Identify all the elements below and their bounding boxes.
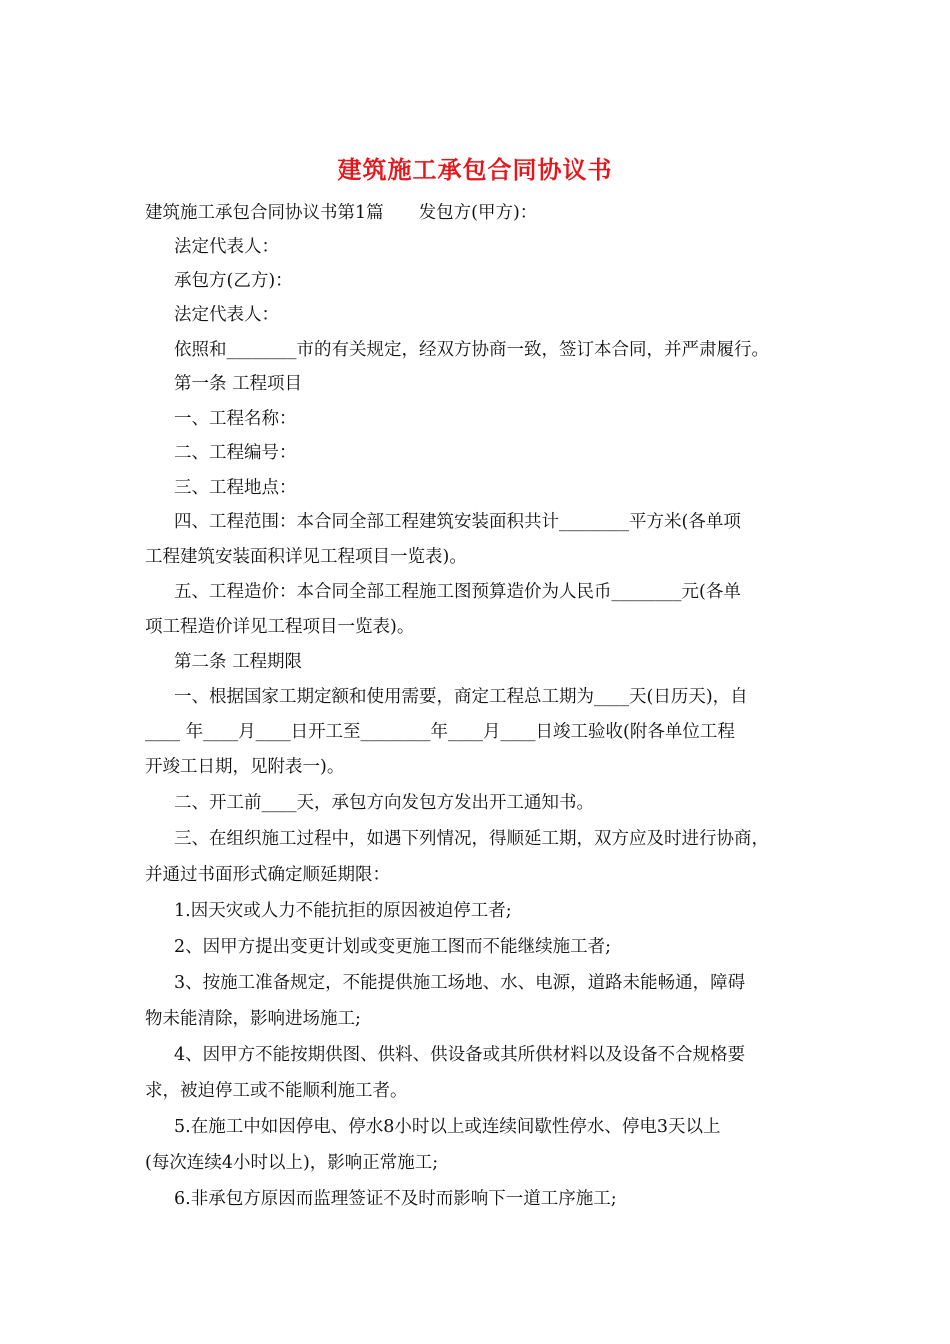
- paragraph-line: 建筑施工承包合同协议书第1篇 发包方(甲方)：: [145, 203, 538, 223]
- paragraph-line: 法定代表人：: [174, 305, 279, 325]
- list-item: 6.非承包方原因而监理签证不及时而影响下一道工序施工;: [174, 1189, 617, 1209]
- paragraph-line: 一、根据国家工期定额和使用需要，商定工程总工期为____天(日历天)，自: [174, 687, 748, 707]
- paragraph-line: ____ 年____月____日开工至________年____月____日竣工验收(附各单位工程: [145, 722, 735, 742]
- paragraph-line: 一、工程名称：: [174, 409, 297, 429]
- list-item: 1.因天灾或人力不能抗拒的原因被迫停工者;: [174, 901, 512, 921]
- paragraph-line: 承包方(乙方)：: [174, 271, 293, 291]
- paragraph-line: 五、工程造价：本合同全部工程施工图预算造价为人民币________元(各单: [174, 582, 741, 602]
- list-item: 4、因甲方不能按期供图、供料、供设备或其所供材料以及设备不合规格要: [174, 1045, 746, 1065]
- paragraph-line: 二、开工前____天，承包方向发包方发出开工通知书。: [174, 793, 594, 813]
- paragraph-line: 求，被迫停工或不能顺利施工者。: [145, 1081, 408, 1101]
- list-item: 2、因甲方提出变更计划或变更施工图而不能继续施工者;: [174, 937, 612, 957]
- paragraph-line: 工程建筑安装面积详见工程项目一览表)。: [145, 547, 467, 567]
- list-item: 5.在施工中如因停电、停水8小时以上或连续间歇性停水、停电3天以上: [174, 1117, 721, 1137]
- paragraph-line: 物未能清除，影响进场施工;: [145, 1009, 361, 1029]
- paragraph-line: 三、工程地点：: [174, 478, 297, 498]
- section-heading: 第二条 工程期限: [174, 652, 303, 672]
- paragraph-line: 开竣工日期，见附表一)。: [145, 757, 345, 777]
- section-heading: 第一条 工程项目: [174, 374, 303, 394]
- list-item: 3、按施工准备规定，不能提供施工场地、水、电源，道路未能畅通，障碍: [174, 973, 746, 993]
- paragraph-line: (每次连续4小时以上)，影响正常施工;: [145, 1153, 439, 1173]
- paragraph-line: 二、工程编号：: [174, 443, 297, 463]
- paragraph-line: 法定代表人：: [174, 237, 279, 257]
- paragraph-line: 项工程造价详见工程项目一览表)。: [145, 617, 415, 637]
- paragraph-line: 四、工程范围：本合同全部工程建筑安装面积共计________平方米(各单项: [174, 512, 741, 532]
- paragraph-line: 并通过书面形式确定顺延期限：: [145, 865, 390, 885]
- paragraph-line: 三、在组织施工过程中，如遇下列情况，得顺延工期，双方应及时进行协商，: [174, 829, 769, 849]
- paragraph-line: 依照和________市的有关规定，经双方协商一致，签订本合同，并严肃履行。: [174, 340, 769, 360]
- document-title: 建筑施工承包合同协议书: [337, 155, 613, 184]
